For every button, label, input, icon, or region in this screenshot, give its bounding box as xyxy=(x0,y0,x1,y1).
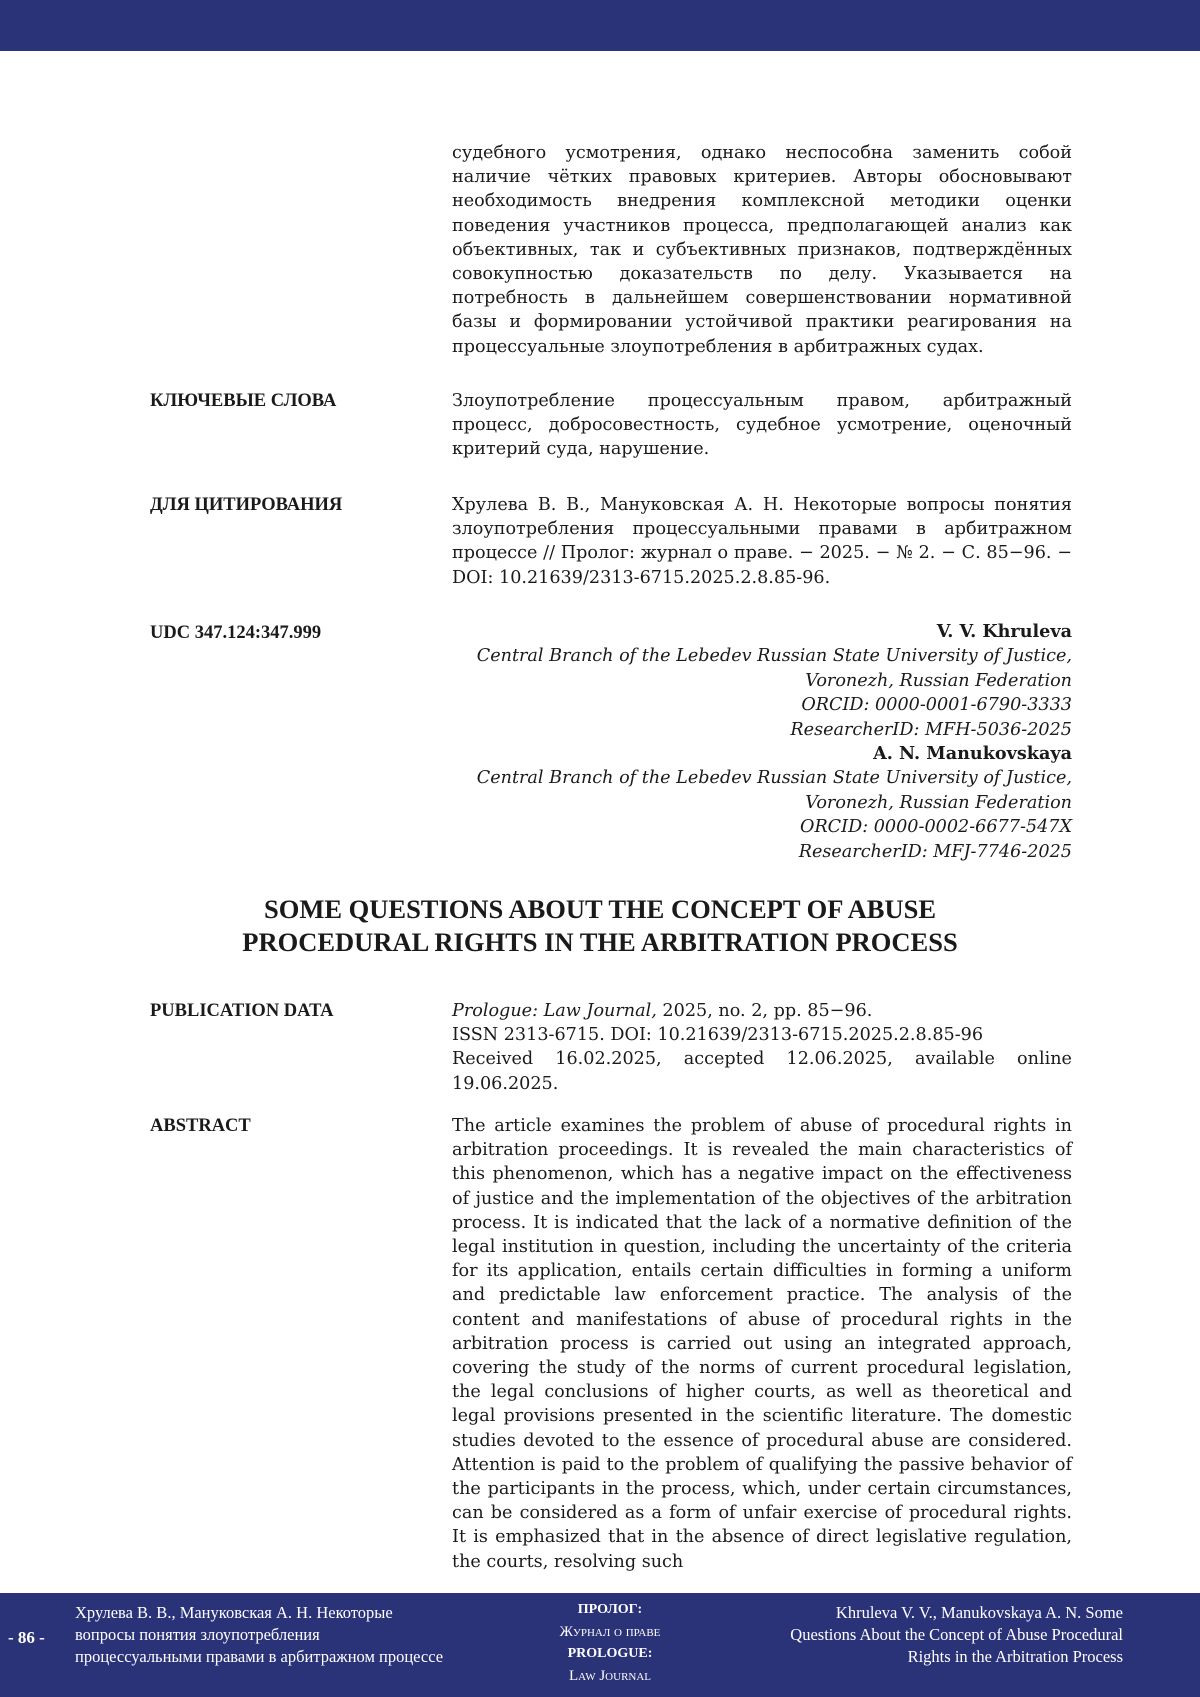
footer-right-line-2: Questions About the Concept of Abuse Procedural xyxy=(790,1625,1123,1644)
accepted-word: accepted xyxy=(683,1049,765,1070)
title-line-2: PROCEDURAL RIGHTS IN THE ARBITRATION PROCESS xyxy=(242,927,958,957)
udc-label: UDC 347.124:347.999 xyxy=(150,623,322,643)
author-2-researcher-id: ResearcherID: MFJ-7746-2025 xyxy=(798,841,1072,862)
author-1-affiliation: Central Branch of the Lebedev Russian State University of Justice, xyxy=(476,646,1072,667)
keywords-text xyxy=(452,389,1072,462)
keywords-label: КЛЮЧЕВЫЕ СЛОВА xyxy=(150,391,337,411)
footer-citation-ru xyxy=(75,1602,495,1668)
author-2-name: A. N. Manukovskaya xyxy=(873,743,1072,765)
available-word: available xyxy=(914,1049,995,1070)
abstract-ru-continuation xyxy=(452,141,1072,359)
author-2-orcid: ORCID: 0000-0002-6677-547X xyxy=(800,817,1072,838)
header-bar xyxy=(0,0,1200,51)
footer-journal-ru-sub: Журнал о праве xyxy=(559,1624,661,1640)
author-1-name: V. V. Khruleva xyxy=(936,621,1072,642)
title-line-1: SOME QUESTIONS ABOUT THE CONCEPT OF ABUSE xyxy=(263,894,936,924)
footer-left-line-3: процессуальными правами в арбитражном процессе xyxy=(75,1647,444,1666)
journal-name: Prologue: Law Journal, xyxy=(452,1001,657,1021)
accepted-date: 12.06.2025, xyxy=(786,1049,893,1070)
article-title-en xyxy=(100,893,1100,959)
citation-value: Хрулева В. В., Мануковская А. Н. Некоторые вопросы понятия злоупотребления процессуальными правами в арбитражном процессе // Пролог: журнал о праве. − 2025. − № 2. − С. 85−96. − DOI: 10.21639/2313-6715.2025.2.8.85-96. xyxy=(452,495,1072,588)
footer-right-line-3: Rights in the Arbitration Process xyxy=(907,1647,1123,1666)
publication-label: PUBLICATION DATA xyxy=(150,1001,334,1021)
keywords-value: Злоупотребление процессуальным правом, арбитражный процесс, добросовестность, судебное усмотрение, оценочный критерий суда, нарушение. xyxy=(452,391,1072,460)
abstract-en-text: The article examines the problem of abuse of procedural rights in arbitration proceedings. It is revealed the main characteristics of this phenomenon, which has a negative impact on the effectiveness of justice and the implementation of the objectives of the arbitration process. It is indicated that the lack of a normative definition of the legal institution in question, including the uncertainty of the criteria for its application, entails certain difficulties in forming a uniform and predictable law enforcement practice. The analysis of the content and manifestations of abuse of procedural rights in the arbitration process is carried out using an integrated approach, covering the study of the norms of current procedural legislation, the legal conclusions of higher courts, as well as theoretical and legal provisions presented in the scientific literature. The domestic studies devoted to the essence of procedural abuse are considered. Attention is paid to the problem of qualifying the passive behavior of the participants in the process, which, under certain circumstances, can be considered as a form of unfair exercise of procedural rights. It is emphasized that in the absence of direct legislative regulation, the courts, resolving such xyxy=(452,1116,1072,1572)
received-word: Received xyxy=(452,1049,534,1070)
author-1 xyxy=(452,620,1072,864)
journal-issue: 2025, no. 2, pp. 85−96. xyxy=(656,1001,873,1021)
footer-bar xyxy=(0,1593,1200,1697)
author-1-location: Voronezh, Russian Federation xyxy=(805,670,1072,691)
citation-label: ДЛЯ ЦИТИРОВАНИЯ xyxy=(150,495,343,515)
footer-right-line-1: Khruleva V. V., Manukovskaya A. N. Some xyxy=(835,1603,1123,1622)
publication-issn-doi: ISSN 2313-6715. DOI: 10.21639/2313-6715.2025.2.8.85-96 xyxy=(452,1025,984,1046)
footer-journal-name xyxy=(530,1599,690,1687)
footer-left-line-2: вопросы понятия злоупотребления xyxy=(75,1625,320,1644)
publication-journal-line xyxy=(452,999,1072,1023)
received-date: 16.02.2025, xyxy=(555,1049,662,1070)
abstract-label: ABSTRACT xyxy=(150,1116,251,1136)
publication-data xyxy=(452,999,1072,1096)
footer-citation-en xyxy=(703,1602,1123,1668)
footer-journal-ru: ПРОЛОГ: xyxy=(577,1602,643,1617)
author-2-location: Voronezh, Russian Federation xyxy=(805,792,1072,813)
author-1-researcher-id: ResearcherID: MFH-5036-2025 xyxy=(790,719,1072,740)
online-word: online xyxy=(1017,1049,1072,1070)
abstract-ru-text: судебного усмотрения, однако неспособна заменить собой наличие чётких правовых критериев. Авторы обосновывают необходимость внедрения комплексной методики оценки поведения участников процесса, предполагающей анализ как объективных, так и субъективных признаков, подтверждённых совокупностью доказательств по делу. Указывается на потребность в дальнейшем совершенствовании нормативной базы и формировании устойчивой практики реагирования на процессуальные злоупотребления в арбитражных судах. xyxy=(452,143,1072,357)
publication-dates xyxy=(452,1047,1072,1071)
page-number: - 86 - xyxy=(8,1628,45,1647)
author-2-affiliation: Central Branch of the Lebedev Russian State University of Justice, xyxy=(476,768,1072,789)
footer-left-line-1: Хрулева В. В., Мануковская А. Н. Некоторые xyxy=(75,1603,393,1622)
footer-journal-en-sub: Law Journal xyxy=(568,1668,652,1684)
online-date: 19.06.2025. xyxy=(452,1073,559,1094)
citation-text xyxy=(452,493,1072,590)
footer-journal-en: PROLOGUE: xyxy=(567,1646,653,1661)
abstract-en xyxy=(452,1114,1072,1574)
author-1-orcid: ORCID: 0000-0001-6790-3333 xyxy=(801,695,1072,716)
